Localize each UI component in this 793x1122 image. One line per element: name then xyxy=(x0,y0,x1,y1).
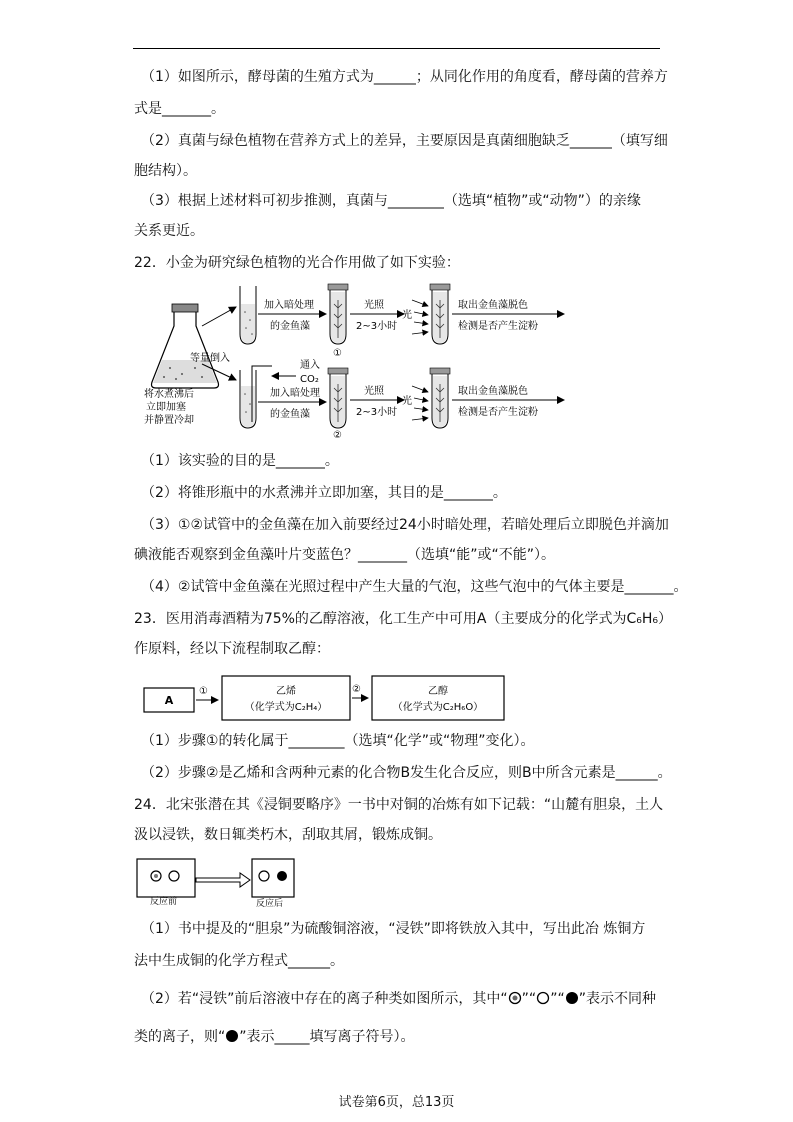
after-label: 反应后 xyxy=(256,899,284,909)
q24-line-3-part-a: （2）若“浸铁”前后溶液中存在的离子种类如图所示，其中“ xyxy=(141,991,508,1007)
flask-caption-3: 并静置冷却 xyxy=(144,415,194,426)
light-rays-1 xyxy=(412,300,428,334)
q24-stem-1: 24．北宋张潜在其《浸铜要略序》一书中对铜的冶炼有如下记载：“山麓有胆泉，土人 xyxy=(134,797,664,813)
q21-line-1: （1）如图所示，酵母菌的生殖方式为______；从同化作用的角度看，酵母菌的营养方 xyxy=(141,69,668,85)
dark-treatment-label-1a: 加入暗处理 xyxy=(264,300,314,311)
light-source-label-2: 光 xyxy=(402,396,412,407)
reaction-arrow xyxy=(196,873,250,887)
hollow-ion-icon xyxy=(169,871,179,881)
conical-flask xyxy=(152,304,219,388)
test-tube-top-left xyxy=(240,286,256,344)
q22-line-4: 碘液能否观察到金鱼藻叶片变蓝色？_______（选填“能”或“不能”）。 xyxy=(134,547,556,563)
result-label-1b: 检测是否产生淀粉 xyxy=(458,321,538,332)
test-tube-2-result xyxy=(430,368,450,428)
co2-label-1: 通入 xyxy=(300,360,320,371)
q24-line-4 xyxy=(134,1022,664,1052)
q24-line-3-part-b: ”“ xyxy=(521,991,537,1007)
q24-line-2: 法中生成铜的化学方程式______。 xyxy=(134,953,344,969)
q24-stem-2: 汲以浸铁，数日辄类朽木，刮取其屑，锻炼成铜。 xyxy=(134,827,442,843)
ethylene-formula: （化学式为C₂H₄） xyxy=(244,702,328,713)
solid-ion-icon xyxy=(225,1029,239,1043)
q23-stem-1: 23．医用消毒酒精为75%的乙醇溶液，化工生产中可用A（主要成分的化学式为C₆H₆） xyxy=(134,611,673,627)
ethanol-label: 乙醇 xyxy=(428,686,448,697)
q22-line-2: （2）将锥形瓶中的水煮沸并立即加塞，其目的是_______。 xyxy=(141,485,507,501)
q24-line-1: （1）书中提及的“胆泉”为硫酸铜溶液，“浸铁”即将铁放入其中，写出此冶 炼铜方 xyxy=(141,921,646,937)
result-label-2a: 取出金鱼藻脱色 xyxy=(458,386,528,397)
test-tube-bottom-left xyxy=(240,366,272,428)
q21-line-5: （3）根据上述材料可初步推测，真菌与________（选填“植物”或“动物”）的亲缘 xyxy=(141,193,641,209)
header-rule xyxy=(133,48,660,49)
ion-reaction-figure xyxy=(136,858,296,908)
light-label-2b: 2~3小时 xyxy=(356,407,398,418)
q24-line-4-part-a: 类的离子，则“ xyxy=(134,1029,226,1045)
step-2-label: ② xyxy=(352,684,361,695)
light-label-1a: 光照 xyxy=(364,300,384,311)
box-ethylene xyxy=(222,676,350,720)
box-ethanol xyxy=(372,676,504,720)
test-tube-1 xyxy=(328,284,348,344)
test-tube-1-result xyxy=(430,284,450,344)
test-tube-2 xyxy=(328,368,348,428)
q23-line-2: （2）步骤②是乙烯和含两种元素的化合物B发生化合反应，则B中所含元素是______。 xyxy=(141,765,672,781)
pour-label: 等量倒入 xyxy=(190,353,230,364)
result-label-1a: 取出金鱼藻脱色 xyxy=(458,300,528,311)
after-box xyxy=(252,859,294,897)
tube-2-label: ② xyxy=(333,430,342,441)
step-1-label: ① xyxy=(199,686,208,697)
co2-label-2: CO₂ xyxy=(300,374,319,385)
q22-stem: 22．小金为研究绿色植物的光合作用做了如下实验： xyxy=(134,255,460,271)
ethylene-label: 乙烯 xyxy=(276,686,296,697)
q23-line-1: （1）步骤①的转化属于________（选填“化学”或“物理”变化）。 xyxy=(141,733,535,749)
solid-ion-icon xyxy=(277,871,287,881)
q21-line-6: 关系更近。 xyxy=(134,223,204,239)
q21-line-3: （2）真菌与绿色植物在营养方式上的差异，主要原因是真菌细胞缺乏______（填写细 xyxy=(141,133,668,149)
q23-stem-2: 作原料，经以下流程制取乙醇： xyxy=(134,641,330,657)
page-footer: 试卷第6页，总13页 xyxy=(338,1095,455,1110)
q21-line-2: 式是_______。 xyxy=(134,101,225,117)
light-label-1b: 2~3小时 xyxy=(356,321,398,332)
result-label-2b: 检测是否产生淀粉 xyxy=(458,407,538,418)
light-rays-2 xyxy=(412,386,428,420)
flask-caption-1: 将水煮沸后 xyxy=(144,389,194,400)
tube-1-label: ① xyxy=(333,348,342,359)
before-box xyxy=(137,859,195,897)
solid-ion-icon xyxy=(565,991,579,1005)
q24-line-3 xyxy=(141,984,671,1014)
before-label: 反应前 xyxy=(150,897,178,907)
dark-treatment-label-1b: 的金鱼藻 xyxy=(270,321,310,332)
q22-line-5: （4）②试管中金鱼藻在光照过程中产生大量的气泡，这些气泡中的气体主要是_______。 xyxy=(141,579,688,595)
hollow-ion-icon xyxy=(536,991,550,1005)
dotted-ion-icon xyxy=(508,991,522,1005)
dark-treatment-label-2a: 加入暗处理 xyxy=(270,388,320,399)
q21-line-4: 胞结构）。 xyxy=(134,163,197,179)
light-source-label-1: 光 xyxy=(402,310,412,321)
ethanol-flow-diagram xyxy=(142,672,508,724)
q22-line-3: （3）①②试管中的金鱼藻在加入前要经过24小时暗处理，若暗处理后立即脱色并滴加 xyxy=(141,517,669,533)
light-label-2a: 光照 xyxy=(364,386,384,397)
hollow-ion-icon xyxy=(259,871,269,881)
flask-caption-2: 立即加塞 xyxy=(146,402,186,413)
photosynthesis-experiment-figure xyxy=(140,282,570,441)
dark-treatment-label-2b: 的金鱼藻 xyxy=(270,409,310,420)
q24-line-3-part-d: ”表示不同种 xyxy=(578,991,656,1007)
ethanol-formula: （化学式为C₂H₆O） xyxy=(392,702,484,713)
q22-line-1: （1）该实验的目的是_______。 xyxy=(141,453,339,469)
q24-line-3-part-c: ”“ xyxy=(550,991,565,1007)
q24-line-4-part-b: ”表示_____填写离子符号）。 xyxy=(239,1029,415,1045)
box-a-label: A xyxy=(164,694,174,707)
